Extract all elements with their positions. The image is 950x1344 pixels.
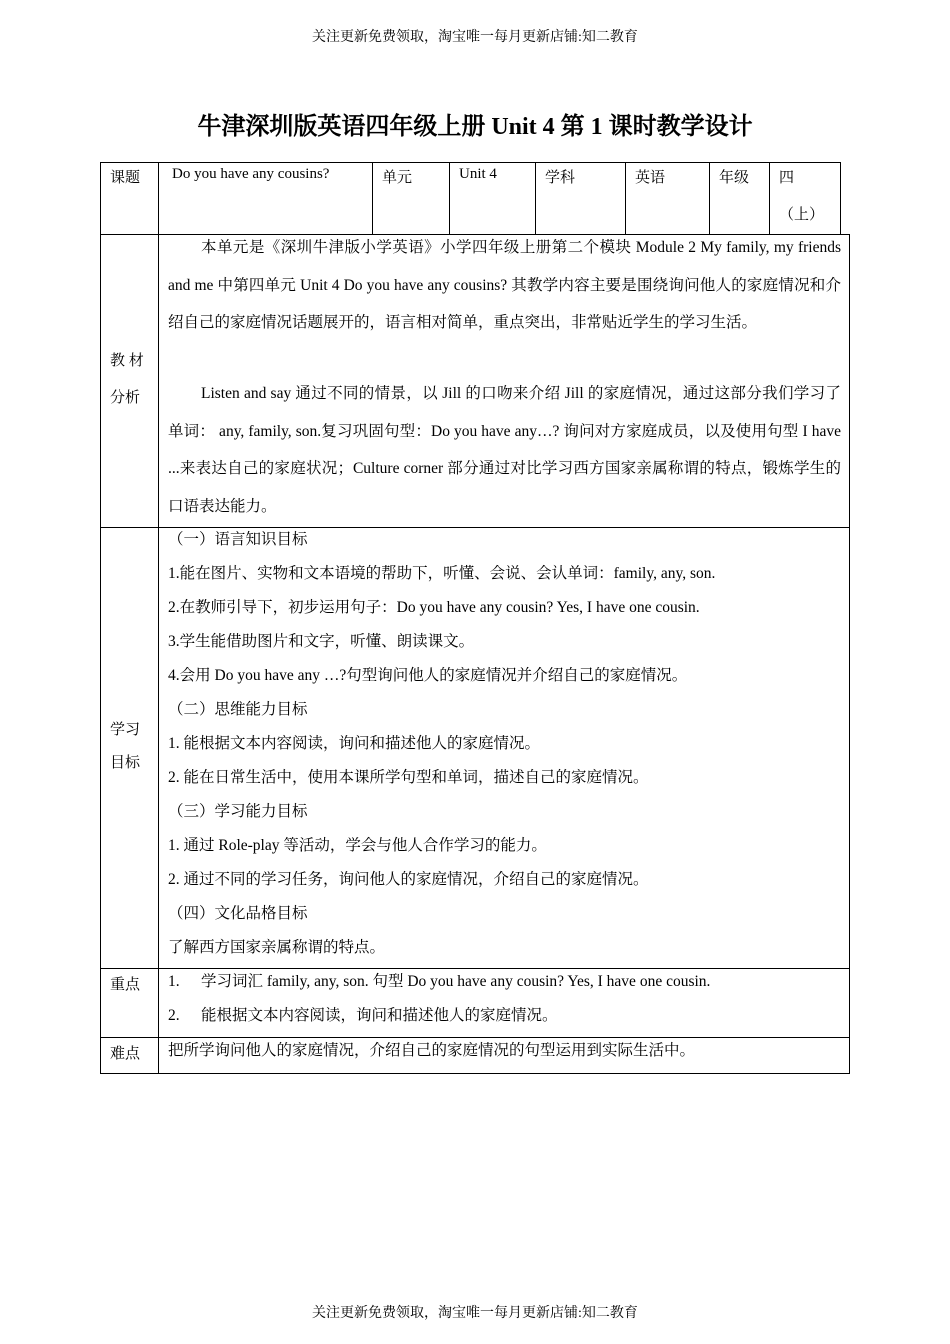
objective-line: 2. 通过不同的学习任务，询问他人的家庭情况，介绍自己的家庭情况。 [168, 871, 649, 888]
objective-line: 了解西方国家亲属称谓的特点。 [168, 939, 386, 956]
analysis-label: 教 材 [110, 353, 144, 369]
key-point-number: 1. [168, 973, 180, 990]
objective-line: （三）学习能力目标 [168, 803, 308, 820]
objective-line: （一）语言知识目标 [168, 531, 308, 548]
objective-line: 2. 能在日常生活中，使用本课所学句型和单词，描述自己的家庭情况。 [168, 769, 649, 786]
objective-line: （四）文化品格目标 [168, 905, 308, 922]
objectives-list [168, 523, 844, 965]
analysis-label-2: 分析 [110, 390, 141, 406]
key-point-number: 2. [168, 1007, 180, 1024]
unit-value: Unit 4 [459, 166, 497, 182]
objective-line: 4.会用 Do you have any …?句型询问他人的家庭情况并介绍自己的家庭情况。 [168, 667, 688, 684]
grade-value: 四 [779, 170, 795, 186]
objectives-label: 学习 [110, 722, 141, 738]
topic-label: 课题 [110, 170, 141, 186]
footer-note: 关注更新免费领取，淘宝唯一每月更新店铺:知二教育 [312, 1306, 638, 1321]
analysis-paragraph-1: 本单元是《深圳牛津版小学英语》小学四年级上册第二个模块 Module 2 My family, my friends and me 中第四单元 Unit 4 Do you have any cousins? 其教学内容主要是围绕询问他人的家庭情况和介绍自己的家庭情况话题展开的，语言相对简单，重点突出，非常贴近学生的学习生活。 [168, 239, 841, 331]
subject-value: 英语 [635, 170, 666, 186]
analysis-paragraph-2: Listen and say 通过不同的情景，以 Jill 的口吻来介绍 Jill 的家庭情况，通过这部分我们学习了单词： any, family, son.复习巩固句型：Do you have any…? 询问对方家庭成员，以及使用句型 I have ...来表达自己的家庭状况；Culture corner 部分通过对比学习西方国家亲属称谓的特点，锻炼学生的口语表达能力。 [168, 385, 841, 515]
unit-label: 单元 [382, 170, 413, 186]
objectives-label-2: 目标 [110, 755, 141, 771]
objective-line: （二）思维能力目标 [168, 701, 308, 718]
header-note: 关注更新免费领取，淘宝唯一每月更新店铺:知二教育 [312, 30, 638, 45]
objective-line: 3.学生能借助图片和文字，听懂、朗读课文。 [168, 633, 475, 650]
key-point-text: 能根据文本内容阅读，询问和描述他人的家庭情况。 [201, 1007, 558, 1024]
objective-line: 1. 通过 Role-play 等活动，学会与他人合作学习的能力。 [168, 837, 547, 854]
key-point-text: 学习词汇 family, any, son. 句型 Do you have any cousin? Yes, I have one cousin. [201, 973, 711, 990]
objective-line: 1. 能根据文本内容阅读，询问和描述他人的家庭情况。 [168, 735, 541, 752]
objective-line: 2.在教师引导下，初步运用句子：Do you have any cousin? Yes, I have one cousin. [168, 599, 700, 616]
difficulty-text: 把所学询问他人的家庭情况，介绍自己的家庭情况的句型运用到实际生活中。 [168, 1042, 696, 1059]
key-points-label: 重点 [110, 977, 141, 993]
grade-label: 年级 [719, 170, 750, 186]
grade-value-term: （上） [779, 207, 825, 223]
page-title: 牛津深圳版英语四年级上册 Unit 4 第 1 课时教学设计 [197, 114, 753, 140]
difficulty-label: 难点 [110, 1046, 141, 1062]
objective-line: 1.能在图片、实物和文本语境的帮助下，听懂、会说、会认单词：family, any, son. [168, 565, 716, 582]
topic-value: Do you have any cousins? [172, 166, 330, 182]
subject-label: 学科 [545, 170, 576, 186]
